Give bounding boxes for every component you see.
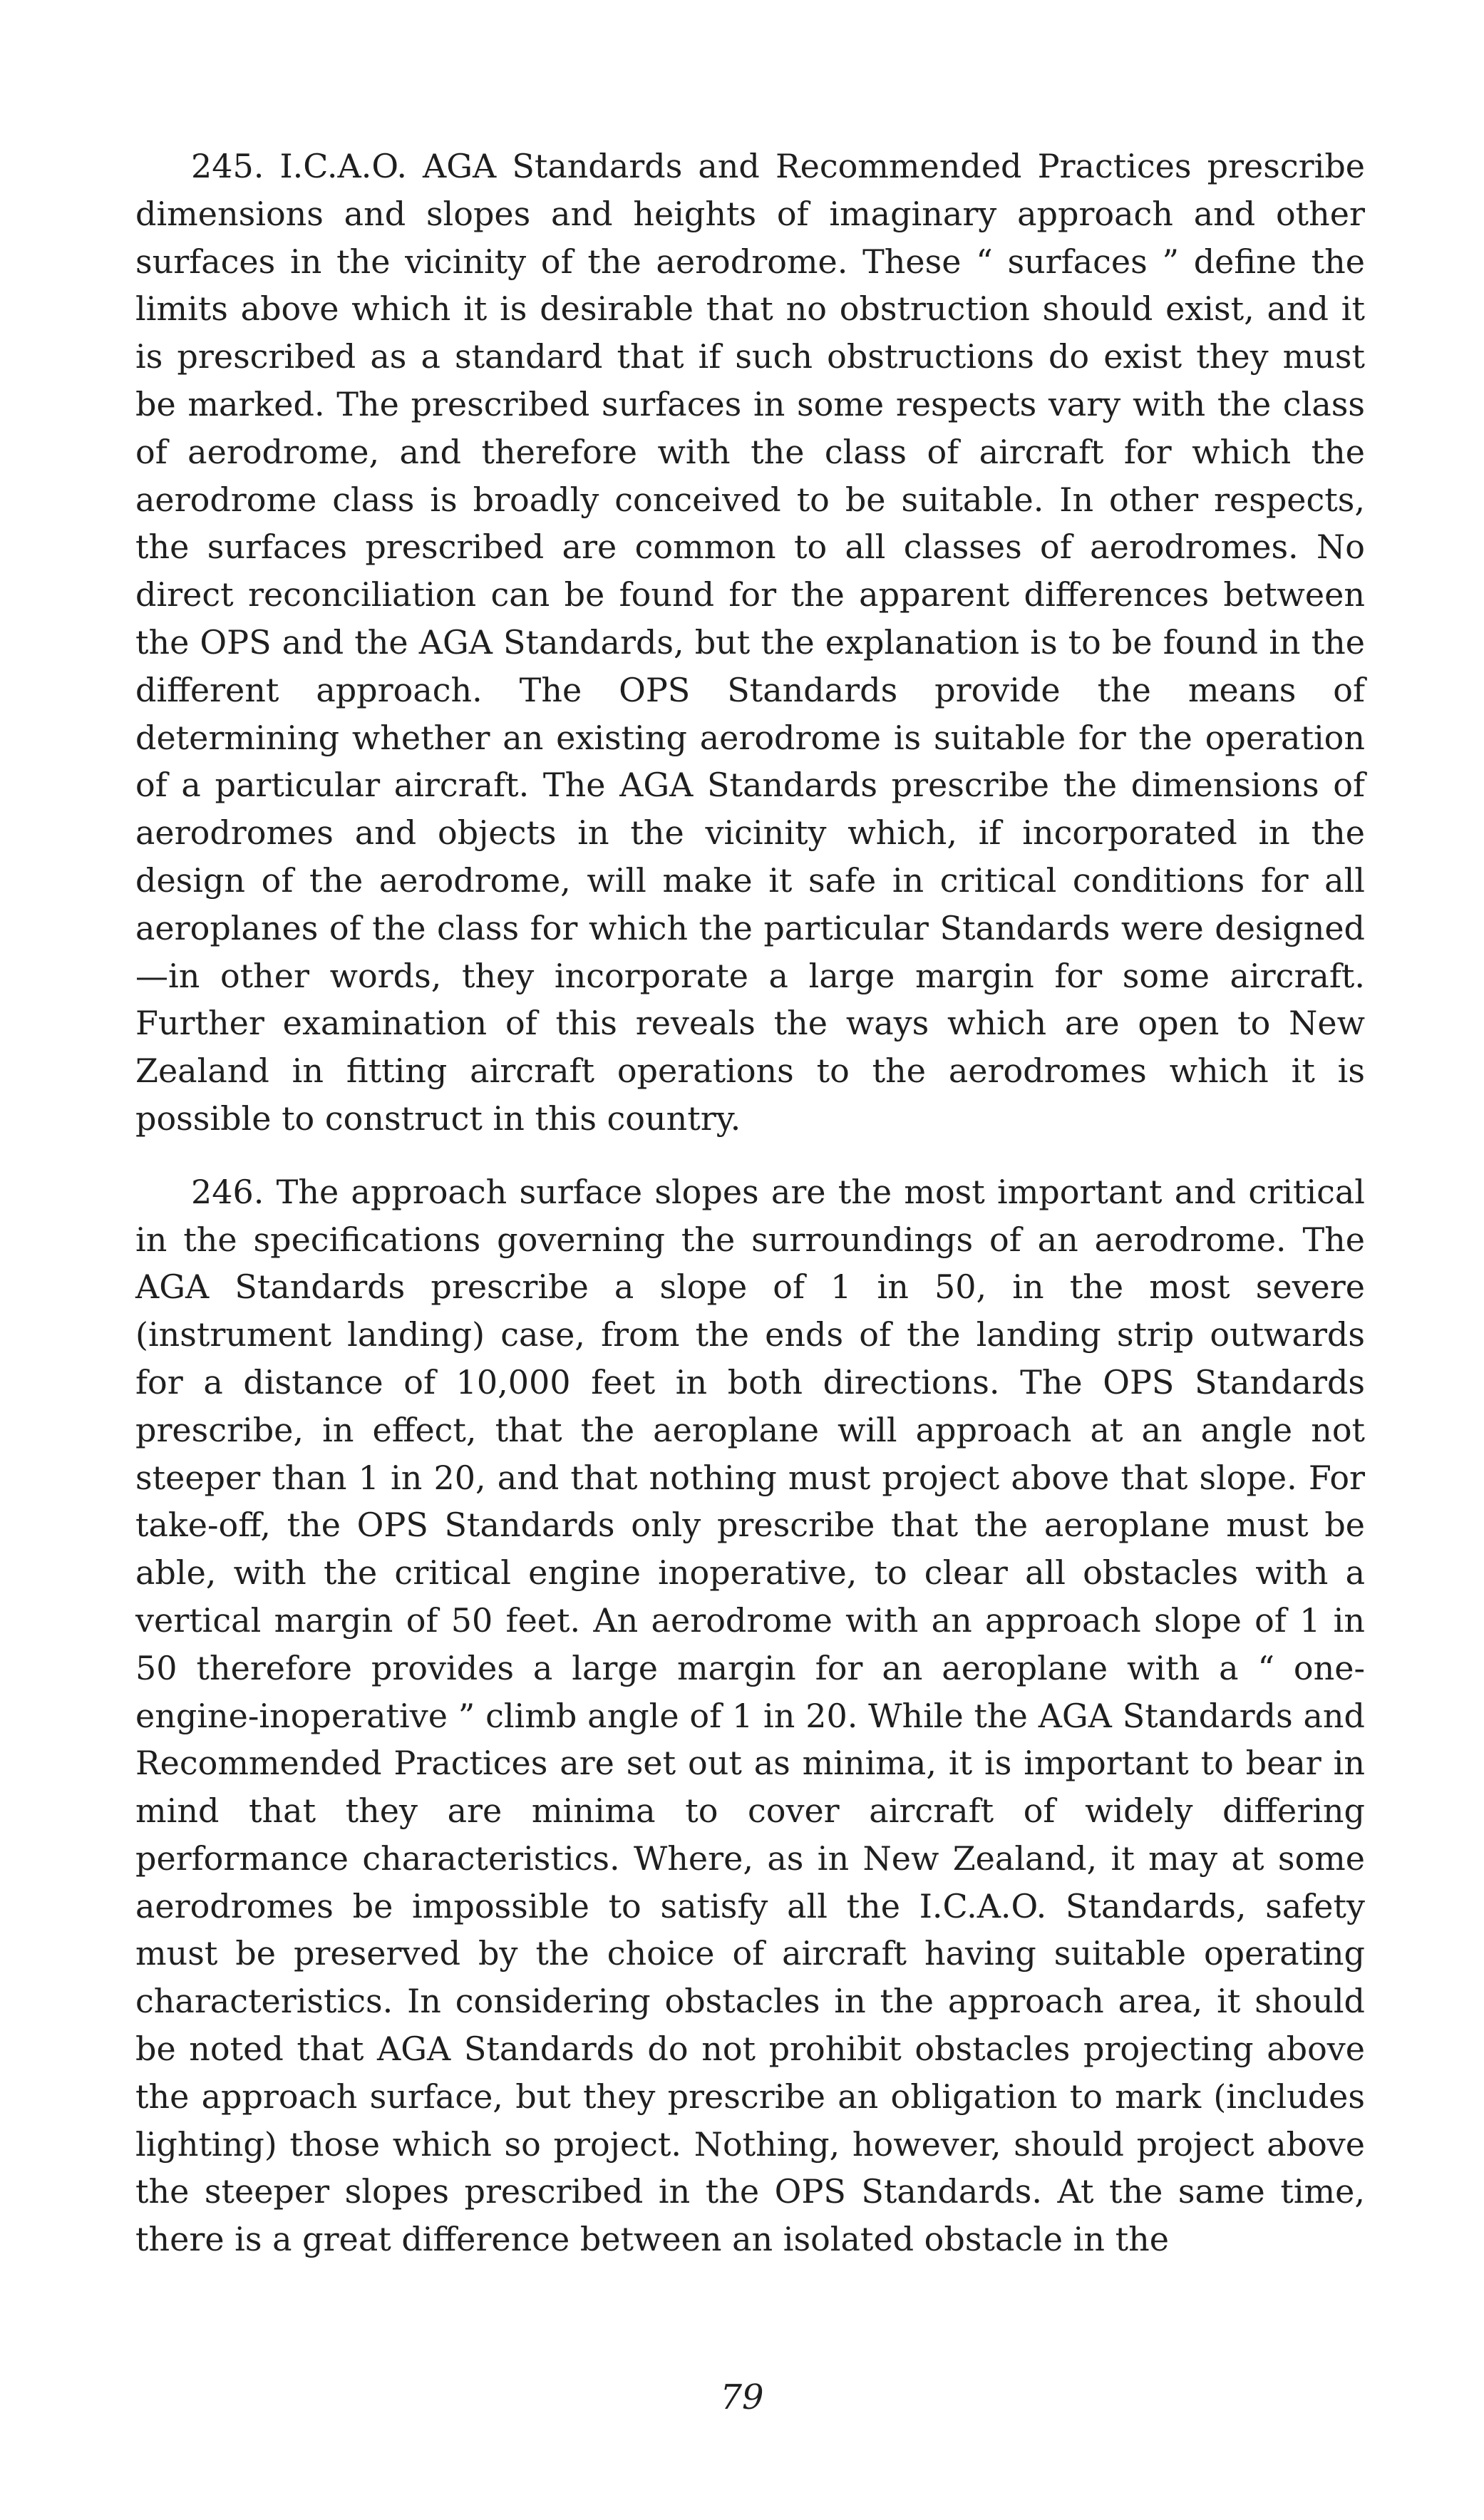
page-number: 79: [720, 2377, 764, 2417]
page-body: [135, 143, 1365, 2263]
paragraph-245: 245. I.C.A.O. AGA Standards and Recommended Practices prescribe dimensions and slopes and heights of imaginary approach and other surfaces in the vicinity of the aerodrome. These “ surfaces ” define the limits above which it is desirable that no obstruction should exist, and it is prescribed as a standard that if such obstructions do exist they must be marked. The prescribed surfaces in some respects vary with the class of aerodrome, and therefore with the class of aircraft for which the aerodrome class is broadly conceived to be suitable. In other respects, the surfaces prescribed are common to all classes of aerodromes. No direct reconciliation can be found for the apparent differences between the OPS and the AGA Standards, but the explanation is to be found in the different approach. The OPS Standards provide the means of determining whether an existing aerodrome is suitable for the operation of a particular aircraft. The AGA Standards prescribe the dimensions of aerodromes and objects in the vicinity which, if incorporated in the design of the aerodrome, will make it safe in critical conditions for all aeroplanes of the class for which the particular Standards were designed—in other words, they incorporate a large margin for some aircraft. Further examination of this reveals the ways which are open to New Zealand in fitting aircraft operations to the aerodromes which it is possible to construct in this country.: [135, 147, 1365, 1138]
paragraph-246: 246. The approach surface slopes are the most important and critical in the specifications governing the surroundings of an aerodrome. The AGA Standards prescribe a slope of 1 in 50, in the most severe (instrument landing) case, from the ends of the landing strip outwards for a distance of 10,000 feet in both directions. The OPS Standards prescribe, in effect, that the aeroplane will approach at an angle not steeper than 1 in 20, and that nothing must project above that slope. For take-off, the OPS Standards only prescribe that the aeroplane must be able, with the critical engine inoperative, to clear all obstacles with a vertical margin of 50 feet. An aerodrome with an approach slope of 1 in 50 therefore provides a large margin for an aeroplane with a “ one-engine-inoperative ” climb angle of 1 in 20. While the AGA Standards and Recommended Practices are set out as minima, it is important to bear in mind that they are minima to cover aircraft of widely differing performance characteristics. Where, as in New Zealand, it may at some aerodromes be impossible to satisfy all the I.C.A.O. Standards, safety must be preserved by the choice of aircraft having suitable operating characteristics. In considering obstacles in the approach area, it should be noted that AGA Standards do not prohibit obstacles projecting above the approach surface, but they prescribe an obligation to mark (includes lighting) those which so project. Nothing, however, should project above the steeper slopes prescribed in the OPS Standards. At the same time, there is a great difference between an isolated obstacle in the: [135, 1172, 1365, 2259]
